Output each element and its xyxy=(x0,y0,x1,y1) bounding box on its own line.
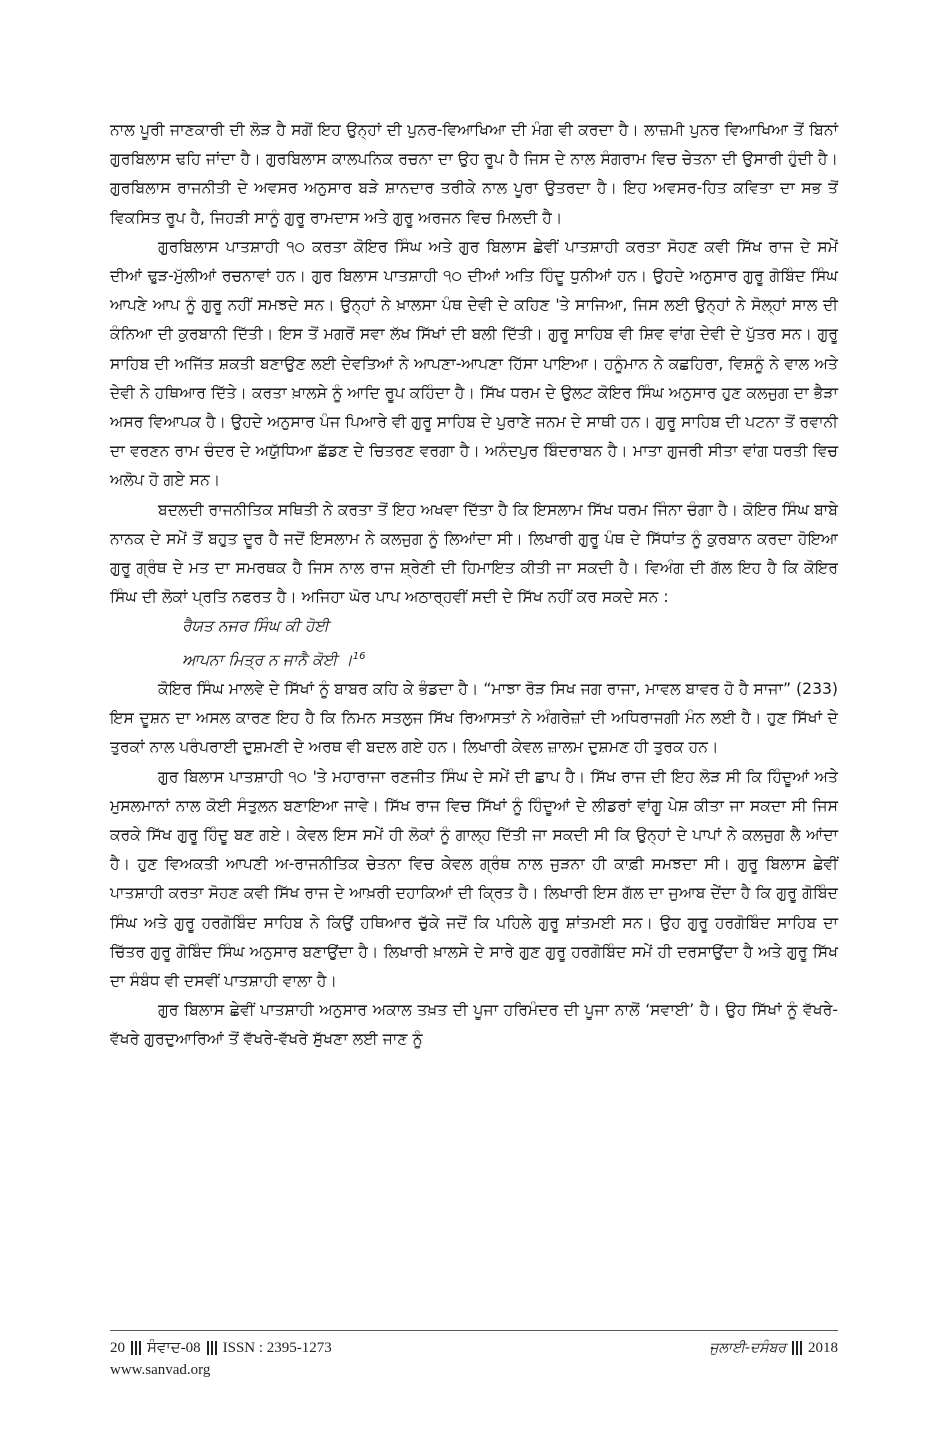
footer-row xyxy=(110,1338,838,1358)
issue-year: 2018 xyxy=(808,1340,838,1356)
footer-divider xyxy=(110,1330,838,1331)
bars-separator-icon xyxy=(207,1341,217,1355)
verse-line-1-text: ਰੈਯਤ ਨਜਰ ਸਿੰਘ ਕੀ ਹੋਈ xyxy=(182,617,329,636)
verse-line-1 xyxy=(110,612,838,641)
paragraph-5: ਗੁਰ ਬਿਲਾਸ ਪਾਤਸ਼ਾਹੀ ੧੦ 'ਤੇ ਮਹਾਰਾਜਾ ਰਣਜੀਤ ਸਿੰਘ ਦੇ ਸਮੇਂ ਦੀ ਛਾਪ ਹੈ। ਸਿੱਖ ਰਾਜ ਦੀ ਇਹ ਲੋੜ ਸੀ ਕਿ ਹਿੰਦੂਆਂ ਅਤੇ ਮੁਸਲਮਾਨਾਂ ਨਾਲ ਕੋਈ ਸੰਤੁਲਨ ਬਣਾਇਆ ਜਾਵੇ। ਸਿੱਖ ਰਾਜ ਵਿਚ ਸਿੱਖਾਂ ਨੂੰ ਹਿੰਦੂਆਂ ਦੇ ਲੀਡਰਾਂ ਵਾਂਗੂ ਪੇਸ਼ ਕੀਤਾ ਜਾ ਸਕਦਾ ਸੀ ਜਿਸ ਕਰਕੇ ਸਿੱਖ ਗੁਰੂ ਹਿੰਦੂ ਬਣ ਗਏ। ਕੇਵਲ ਇਸ ਸਮੇਂ ਹੀ ਲੋਕਾਂ ਨੂੰ ਗਾਲ੍ਹ ਦਿੱਤੀ ਜਾ ਸਕਦੀ ਸੀ ਕਿ ਉਨ੍ਹਾਂ ਦੇ ਪਾਪਾਂ ਨੇ ਕਲਜੁਗ ਲੈ ਆਂਦਾ ਹੈ। ਹੁਣ ਵਿਅਕਤੀ ਆਪਣੀ ਅ-ਰਾਜਨੀਤਿਕ ਚੇਤਨਾ ਵਿਚ ਕੇਵਲ ਗ੍ਰੰਥ ਨਾਲ ਜੁੜਨਾ ਹੀ ਕਾਫ਼ੀ ਸਮਝਦਾ ਸੀ। ਗੁਰੂ ਬਿਲਾਸ ਛੇਵੀਂ ਪਾਤਸ਼ਾਹੀ ਕਰਤਾ ਸੋਹਣ ਕਵੀ ਸਿੱਖ ਰਾਜ ਦੇ ਆਖ਼ਰੀ ਦਹਾਕਿਆਂ ਦੀ ਕ੍ਰਿਤ ਹੈ। ਲਿਖਾਰੀ ਇਸ ਗੱਲ ਦਾ ਜੁਆਬ ਦੇਂਦਾ ਹੈ ਕਿ ਗੁਰੂ ਗੋਬਿੰਦ ਸਿੰਘ ਅਤੇ ਗੁਰੂ ਹਰਗੋਬਿੰਦ ਸਾਹਿਬ ਨੇ ਕਿਉਂ ਹਥਿਆਰ ਚੁੱਕੇ ਜਦੋਂ ਕਿ ਪਹਿਲੇ ਗੁਰੂ ਸ਼ਾਂਤਮਈ ਸਨ। ਉਹ ਗੁਰੂ ਹਰਗੋਬਿੰਦ ਸਾਹਿਬ ਦਾ ਚਿੱਤਰ ਗੁਰੂ ਗੋਬਿੰਦ ਸਿੰਘ ਅਨੁਸਾਰ ਬਣਾਉਂਦਾ ਹੈ। ਲਿਖਾਰੀ ਖ਼ਾਲਸੇ ਦੇ ਸਾਰੇ ਗੁਣ ਗੁਰੂ ਹਰਗੋਬਿੰਦ ਸਮੇਂ ਹੀ ਦਰਸਾਉਂਦਾ ਹੈ ਅਤੇ ਗੁਰੂ ਸਿੱਖ ਦਾ ਸੰਬੰਧ ਵੀ ਦਸਵੀਂ ਪਾਤਸ਼ਾਹੀ ਵਾਲਾ ਹੈ। xyxy=(110,767,838,991)
footer-right xyxy=(709,1338,838,1358)
paragraph-3: ਬਦਲਦੀ ਰਾਜਨੀਤਿਕ ਸਥਿਤੀ ਨੇ ਕਰਤਾ ਤੋਂ ਇਹ ਅਖਵਾ ਦਿੱਤਾ ਹੈ ਕਿ ਇਸਲਾਮ ਸਿੱਖ ਧਰਮ ਜਿੰਨਾ ਚੰਗਾ ਹੈ। ਕੋਇਰ ਸਿੰਘ ਬਾਬੇ ਨਾਨਕ ਦੇ ਸਮੇਂ ਤੋਂ ਬਹੁਤ ਦੂਰ ਹੈ ਜਦੋਂ ਇਸਲਾਮ ਨੇ ਕਲਜੁਗ ਨੂੰ ਲਿਆਂਦਾ ਸੀ। ਲਿਖਾਰੀ ਗੁਰੂ ਪੰਥ ਦੇ ਸਿੱਧਾਂਤ ਨੂੰ ਕੁਰਬਾਨ ਕਰਦਾ ਹੋਇਆ ਗੁਰੂ ਗ੍ਰੰਥ ਦੇ ਮਤ ਦਾ ਸਮਰਥਕ ਹੈ ਜਿਸ ਨਾਲ ਰਾਜ ਸ਼੍ਰੇਣੀ ਦੀ ਹਿਮਾਇਤ ਕੀਤੀ ਜਾ ਸਕਦੀ ਹੈ। ਵਿਅੰਗ ਦੀ ਗੱਲ ਇਹ ਹੈ ਕਿ ਕੋਇਰ ਸਿੰਘ ਦੀ ਲੋਕਾਂ ਪ੍ਰਤਿ ਨਫਰਤ ਹੈ। ਅਜਿਹਾ ਘੋਰ ਪਾਪ ਅਠਾਰ੍ਹਵੀਂ ਸਦੀ ਦੇ ਸਿੱਖ ਨਹੀਂ ਕਰ ਸਕਦੇ ਸਨ : xyxy=(110,500,838,607)
paragraph-4: ਕੋਇਰ ਸਿੰਘ ਮਾਲਵੇ ਦੇ ਸਿੱਖਾਂ ਨੂੰ ਬਾਬਰ ਕਹਿ ਕੇ ਭੰਡਦਾ ਹੈ। “ਮਾਝਾ ਰੋੜ ਸਿਖ ਜਗ ਰਾਜਾ, ਮਾਵਲ ਬਾਵਰ ਹੋ ਹੈ ਸਾਜਾ” (233) ਇਸ ਦੂਸ਼ਨ ਦਾ ਅਸਲ ਕਾਰਣ ਇਹ ਹੈ ਕਿ ਨਿਮਨ ਸਤਲੁਜ ਸਿੱਖ ਰਿਆਸਤਾਂ ਨੇ ਅੰਗਰੇਜ਼ਾਂ ਦੀ ਅਧਿਰਾਜਗੀ ਮੰਨ ਲਈ ਹੈ। ਹੁਣ ਸਿੱਖਾਂ ਦੇ ਤੁਰਕਾਂ ਨਾਲ ਪਰੰਪਰਾਈ ਦੁਸ਼ਮਣੀ ਦੇ ਅਰਥ ਵੀ ਬਦਲ ਗਏ ਹਨ। ਲਿਖਾਰੀ ਕੇਵਲ ਜ਼ਾਲਮ ਦੁਸ਼ਮਣ ਹੀ ਤੁਰਕ ਹਨ। xyxy=(110,680,838,757)
bars-separator-icon xyxy=(792,1341,802,1355)
paragraph-6: ਗੁਰ ਬਿਲਾਸ ਛੇਵੀਂ ਪਾਤਸ਼ਾਹੀ ਅਨੁਸਾਰ ਅਕਾਲ ਤਖ਼ਤ ਦੀ ਪੂਜਾ ਹਰਿਮੰਦਰ ਦੀ ਪੂਜਾ ਨਾਲੋਂ ‘ਸਵਾਈ’ ਹੈ। ਉਹ ਸਿੱਖਾਂ ਨੂੰ ਵੱਖਰੇ-ਵੱਖਰੇ ਗੁਰਦੁਆਰਿਆਂ ਤੋਂ ਵੱਖਰੇ-ਵੱਖਰੇ ਸੁੱਖਣਾ ਲਈ ਜਾਣ ਨੂੰ xyxy=(110,1001,838,1049)
bars-separator-icon xyxy=(131,1341,141,1355)
footnote-marker[interactable]: 16 xyxy=(352,650,366,662)
journal-name: ਸੰਵਾਦ-08 xyxy=(147,1340,201,1356)
paragraph-1: ਨਾਲ ਪੂਰੀ ਜਾਣਕਾਰੀ ਦੀ ਲੋੜ ਹੈ ਸਗੋਂ ਇਹ ਉਨ੍ਹਾਂ ਦੀ ਪੁਨਰ-ਵਿਆਖਿਆ ਦੀ ਮੰਗ ਵੀ ਕਰਦਾ ਹੈ। ਲਾਜ਼ਮੀ ਪੁਨਰ ਵਿਆਖਿਆ ਤੋਂ ਬਿਨਾਂ ਗੁਰਬਿਲਾਸ ਢਹਿ ਜਾਂਦਾ ਹੈ। ਗੁਰਬਿਲਾਸ ਕਾਲਪਨਿਕ ਰਚਨਾ ਦਾ ਉਹ ਰੂਪ ਹੈ ਜਿਸ ਦੇ ਨਾਲ ਸੰਗਰਾਮ ਵਿਚ ਚੇਤਨਾ ਦੀ ਉਸਾਰੀ ਹੁੰਦੀ ਹੈ। ਗੁਰਬਿਲਾਸ ਰਾਜਨੀਤੀ ਦੇ ਅਵਸਰ ਅਨੁਸਾਰ ਬੜੇ ਸ਼ਾਨਦਾਰ ਤਰੀਕੇ ਨਾਲ ਪੂਰਾ ਉਤਰਦਾ ਹੈ। ਇਹ ਅਵਸਰ-ਹਿਤ ਕਵਿਤਾ ਦਾ ਸਭ ਤੋਂ ਵਿਕਸਿਤ ਰੂਪ ਹੈ, ਜਿਹੜੀ ਸਾਨੂੰ ਗੁਰੂ ਰਾਮਦਾਸ ਅਤੇ ਗੁਰੂ ਅਰਜਨ ਵਿਚ ਮਿਲਦੀ ਹੈ। xyxy=(110,121,838,227)
footer-left xyxy=(110,1338,332,1358)
page-footer xyxy=(110,1338,838,1380)
page-number: 20 xyxy=(110,1340,125,1356)
verse-line-2-text: ਆਪਨਾ ਮਿਤ੍ਰ ਨ ਜਾਨੈ ਕੋਈ । xyxy=(182,650,353,669)
issue-period: ਜੁਲਾਈ-ਦਸੰਬਰ xyxy=(709,1340,786,1356)
article-body xyxy=(110,116,838,1055)
paragraph-2: ਗੁਰਬਿਲਾਸ ਪਾਤਸ਼ਾਹੀ ੧੦ ਕਰਤਾ ਕੋਇਰ ਸਿੰਘ ਅਤੇ ਗੁਰ ਬਿਲਾਸ ਛੇਵੀਂ ਪਾਤਸ਼ਾਹੀ ਕਰਤਾ ਸੋਹਣ ਕਵੀ ਸਿੱਖ ਰਾਜ ਦੇ ਸਮੇਂ ਦੀਆਂ ਢੁੜ-ਮੁੱਲੀਆਂ ਰਚਨਾਵਾਂ ਹਨ। ਗੁਰ ਬਿਲਾਸ ਪਾਤਸ਼ਾਹੀ ੧੦ ਦੀਆਂ ਅਤਿ ਹਿੰਦੂ ਧੁਨੀਆਂ ਹਨ। ਉਹਦੇ ਅਨੁਸਾਰ ਗੁਰੂ ਗੋਬਿੰਦ ਸਿੰਘ ਆਪਣੇ ਆਪ ਨੂੰ ਗੁਰੂ ਨਹੀਂ ਸਮਝਦੇ ਸਨ। ਉਨ੍ਹਾਂ ਨੇ ਖ਼ਾਲਸਾ ਪੰਥ ਦੇਵੀ ਦੇ ਕਹਿਣ 'ਤੇ ਸਾਜਿਆ, ਜਿਸ ਲਈ ਉਨ੍ਹਾਂ ਨੇ ਸੋਲ੍ਹਾਂ ਸਾਲ ਦੀ ਕੰਨਿਆ ਦੀ ਕੁਰਬਾਨੀ ਦਿੱਤੀ। ਇਸ ਤੋਂ ਮਗਰੋਂ ਸਵਾ ਲੱਖ ਸਿੱਖਾਂ ਦੀ ਬਲੀ ਦਿੱਤੀ। ਗੁਰੂ ਸਾਹਿਬ ਵੀ ਸ਼ਿਵ ਵਾਂਗ ਦੇਵੀ ਦੇ ਪੁੱਤਰ ਸਨ। ਗੁਰੂ ਸਾਹਿਬ ਦੀ ਅਜਿੱਤ ਸ਼ਕਤੀ ਬਣਾਉਣ ਲਈ ਦੇਵਤਿਆਂ ਨੇ ਆਪਣਾ-ਆਪਣਾ ਹਿੱਸਾ ਪਾਇਆ। ਹਨੂੰਮਾਨ ਨੇ ਕਛਹਿਰਾ, ਵਿਸ਼ਨੂੰ ਨੇ ਵਾਲ ਅਤੇ ਦੇਵੀ ਨੇ ਹਥਿਆਰ ਦਿੱਤੇ। ਕਰਤਾ ਖ਼ਾਲਸੇ ਨੂੰ ਆਦਿ ਰੂਪ ਕਹਿੰਦਾ ਹੈ। ਸਿੱਖ ਧਰਮ ਦੇ ਉਲਟ ਕੋਇਰ ਸਿੰਘ ਅਨੁਸਾਰ ਹੁਣ ਕਲਜੁਗ ਦਾ ਭੈੜਾ ਅਸਰ ਵਿਆਪਕ ਹੈ। ਉਹਦੇ ਅਨੁਸਾਰ ਪੰਜ ਪਿਆਰੇ ਵੀ ਗੁਰੂ ਸਾਹਿਬ ਦੇ ਪੁਰਾਣੇ ਜਨਮ ਦੇ ਸਾਥੀ ਹਨ। ਗੁਰੂ ਸਾਹਿਬ ਦੀ ਪਟਨਾ ਤੋਂ ਰਵਾਨੀ ਦਾ ਵਰਣਨ ਰਾਮ ਚੰਦਰ ਦੇ ਅਯੁੱਧਿਆ ਛੱਡਣ ਦੇ ਚਿਤਰਣ ਵਰਗਾ ਹੈ। ਅਨੰਦਪੁਰ ਬਿੰਦਰਾਬਨ ਹੈ। ਮਾਤਾ ਗੁਜਰੀ ਸੀਤਾ ਵਾਂਗ ਧਰਤੀ ਵਿਚ ਅਲੋਪ ਹੋ ਗਏ ਸਨ। xyxy=(110,237,838,490)
verse-line-2 xyxy=(110,642,838,675)
issn: ISSN : 2395-1273 xyxy=(222,1340,332,1356)
website-link[interactable]: www.sanvad.org xyxy=(110,1362,211,1378)
